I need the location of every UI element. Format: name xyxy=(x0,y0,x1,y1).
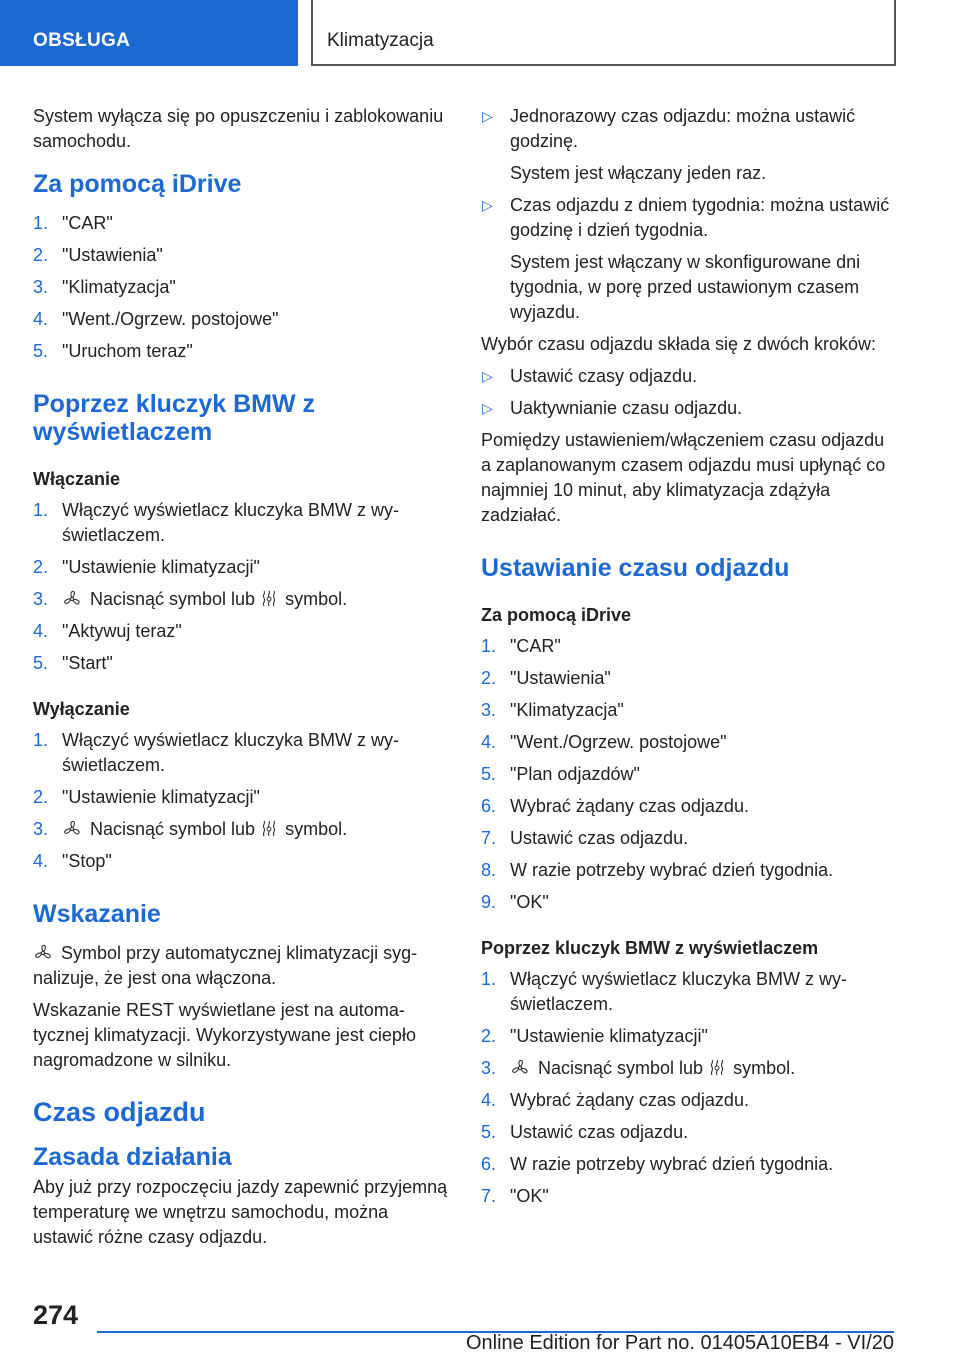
list-item: ▷ Uaktywnianie czasu odjazdu. xyxy=(481,396,899,421)
rest-text: Wskazanie REST wyświetlane jest na automatycznej klimatyzacji. Wykorzystywane jest ciepło nagromadzone w silniku. xyxy=(33,1000,416,1070)
fan-symbol-icon xyxy=(510,1059,530,1077)
on-steps xyxy=(33,498,451,676)
key-steps-right xyxy=(481,967,899,1209)
list-item: 2. "Ustawienie klimatyzacji" xyxy=(481,1026,708,1046)
principle-text: Aby już przy rozpoczęciu jazdy zapewnić przyjemną temperaturę we wnętrzu samochodu, można ustawić różne czasy odjazdu. xyxy=(33,1177,448,1247)
indication-heading: Wskazanie xyxy=(33,900,161,928)
key-subheading: Poprzez kluczyk BMW z wyświetlaczem xyxy=(481,938,819,958)
list-item: ▷ Czas odjazdu z dniem tygodnia: można ustawić godzinę i dzień tygodnia. System jest włączany w skonfigurowane dni tygodnia, w porę przed ustawionym czasem wyjazdu. xyxy=(482,195,890,322)
list-item: 2. "Ustawienie klimatyzacji" xyxy=(33,787,260,807)
list-item: 5. Ustawić czas odjazdu. xyxy=(481,1122,689,1142)
idrive-steps xyxy=(33,211,451,364)
page-header xyxy=(0,0,960,66)
heat-symbol-icon xyxy=(707,1059,727,1077)
list-item: 3. "Klimatyzacja" xyxy=(33,277,176,297)
list-item: 7. "OK" xyxy=(481,1186,549,1206)
list-item: 6. W razie potrzeby wybrać dzień tygodnia. xyxy=(481,1154,834,1174)
triangle-right-icon: ▷ xyxy=(482,108,493,124)
list-item: 4. Wybrać żądany czas odjazdu. xyxy=(481,1090,749,1110)
list-item: 2. "Ustawienie klimatyzacji" xyxy=(33,557,260,577)
selection-steps xyxy=(481,364,899,421)
departure-heading: Czas odjazdu xyxy=(33,1097,206,1127)
list-item: ▷ Ustawić czasy odjazdu. xyxy=(481,364,899,389)
list-item: 3. "Klimatyzacja" xyxy=(481,700,624,720)
triangle-right-icon: ▷ xyxy=(482,197,493,213)
list-item: 1. "CAR" xyxy=(481,636,561,656)
list-item: 1. Włączyć wyświetlacz kluczyka BMW z wyświetlaczem. xyxy=(33,730,400,775)
idrive-steps-right xyxy=(481,634,899,915)
between-text: Pomiędzy ustawieniem/włączeniem czasu odjazdu a zaplanowanym czasem odjazdu musi upłynąć co najmniej 10 minut, aby klimatyzacja zdążyła zadziałać. xyxy=(481,430,886,525)
list-item: 7. Ustawić czas odjazdu. xyxy=(481,828,689,848)
setting-heading: Ustawianie czasu odjazdu xyxy=(481,554,790,582)
list-item: 4. "Aktywuj teraz" xyxy=(33,621,182,641)
page-footer xyxy=(0,1290,960,1362)
list-item: 4. "Went./Ogrzew. postojowe" xyxy=(33,309,279,329)
list-item: 2. "Ustawienia" xyxy=(481,668,611,688)
section-tab: OBSŁUGA xyxy=(0,0,298,66)
left-column xyxy=(33,104,451,1257)
list-item: 5. "Uruchom teraz" xyxy=(33,341,193,361)
key-heading: Poprzez kluczyk BMW z wyświetlaczem xyxy=(33,390,315,446)
list-item: 8. W razie potrzeby wybrać dzień tygodnia. xyxy=(481,860,834,880)
list-item: 9. "OK" xyxy=(481,892,549,912)
list-item: 3. Nacisnąć symbol lub symbol. xyxy=(481,1058,796,1078)
departure-types xyxy=(481,104,899,325)
list-item: 1. "CAR" xyxy=(33,213,113,233)
off-steps xyxy=(33,728,451,874)
list-item: 3. Nacisnąć symbol lub symbol. xyxy=(33,819,348,839)
fan-symbol-icon xyxy=(33,944,53,962)
list-item: 2. "Ustawienia" xyxy=(33,245,163,265)
heat-symbol-icon xyxy=(259,820,279,838)
list-item: 6. Wybrać żądany czas odjazdu. xyxy=(481,796,749,816)
edition-text: Online Edition for Part no. 01405A10EB4 - VI/20 xyxy=(465,1332,894,1354)
triangle-right-icon: ▷ xyxy=(482,400,493,416)
list-item: 1. Włączyć wyświetlacz kluczyka BMW z wyświetlaczem. xyxy=(481,969,848,1014)
list-item: 4. "Went./Ogrzew. postojowe" xyxy=(481,732,727,752)
fan-symbol-icon xyxy=(62,590,82,608)
list-item: 1. Włączyć wyświetlacz kluczyka BMW z wyświetlaczem. xyxy=(33,500,400,545)
fan-symbol-icon xyxy=(62,820,82,838)
selection-text: Wybór czasu odjazdu składa się z dwóch kroków: xyxy=(481,334,877,354)
on-heading: Włączanie xyxy=(33,469,121,489)
idrive-heading: Za pomocą iDrive xyxy=(33,170,242,198)
idrive-subheading: Za pomocą iDrive xyxy=(481,605,632,625)
list-item: 4. "Stop" xyxy=(33,851,112,871)
heat-symbol-icon xyxy=(259,590,279,608)
list-item: ▷ Jednorazowy czas odjazdu: można ustawić godzinę. System jest włączany jeden raz. xyxy=(482,106,856,183)
principle-heading: Zasada działania xyxy=(33,1143,232,1171)
page-number: 274 xyxy=(33,1300,79,1330)
right-column xyxy=(481,104,899,1216)
triangle-right-icon: ▷ xyxy=(482,368,493,384)
chapter-title: Klimatyzacja xyxy=(311,0,896,66)
list-item: 3. Nacisnąć symbol lub symbol. xyxy=(33,589,348,609)
list-item: 5. "Plan odjazdów" xyxy=(481,764,640,784)
indication-text: Symbol przy automatycznej klimatyzacji sygnalizuje, że jest ona włączona. xyxy=(33,943,418,988)
intro-text: System wyłącza się po opuszczeniu i zablokowaniu samochodu. xyxy=(33,106,444,151)
off-heading: Wyłączanie xyxy=(33,699,130,719)
list-item: 5. "Start" xyxy=(33,653,113,673)
